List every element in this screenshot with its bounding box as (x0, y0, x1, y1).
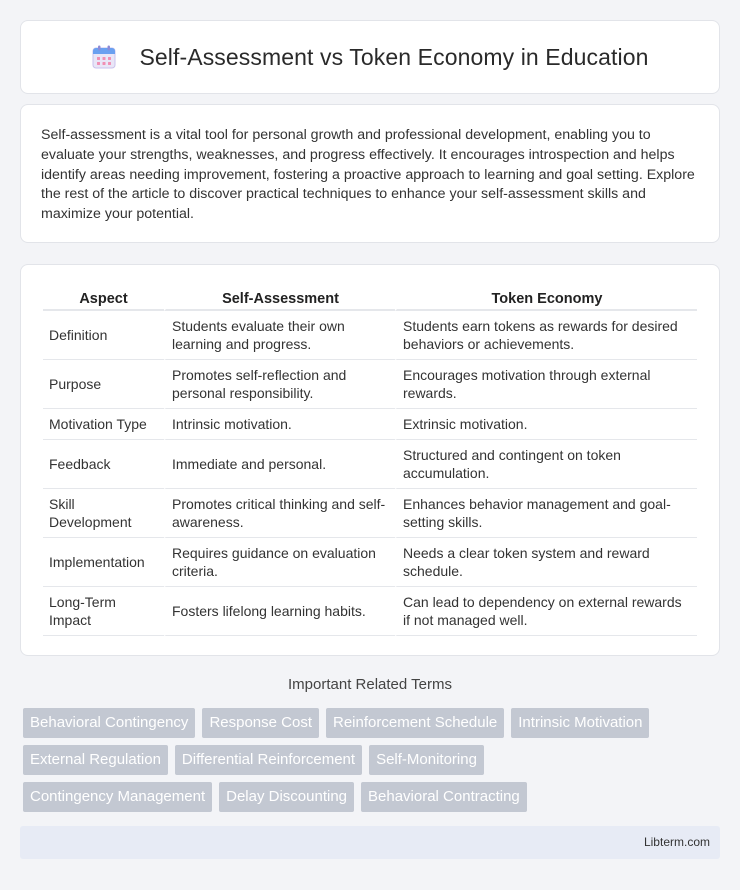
comparison-table-card (20, 264, 720, 656)
tag-response-cost[interactable]: Response Cost (202, 708, 319, 738)
cell-aspect: Skill Development (43, 489, 164, 538)
cell-self-assessment: Intrinsic motivation. (164, 409, 395, 440)
cell-token-economy: Extrinsic motivation. (395, 409, 697, 440)
tag-differential-reinforcement[interactable]: Differential Reinforcement (175, 745, 362, 775)
header-aspect: Aspect (43, 285, 164, 311)
cell-token-economy: Students earn tokens as rewards for desired behaviors or achievements. (395, 311, 697, 360)
cell-token-economy: Structured and contingent on token accumulation. (395, 440, 697, 489)
intro-card (20, 104, 720, 243)
tag-delay-discounting[interactable]: Delay Discounting (219, 782, 354, 812)
cell-token-economy: Needs a clear token system and reward schedule. (395, 538, 697, 587)
tag-row (23, 708, 723, 738)
footer-site-link[interactable]: Libterm.com (643, 835, 710, 849)
cell-aspect: Definition (43, 311, 164, 360)
cell-self-assessment: Requires guidance on evaluation criteria. (164, 538, 395, 587)
tag-external-regulation[interactable]: External Regulation (23, 745, 168, 775)
tag-behavioral-contingency[interactable]: Behavioral Contingency (23, 708, 195, 738)
table-header-row (43, 285, 697, 311)
tag-row (23, 745, 723, 775)
table-row (43, 538, 697, 587)
calendar-icon (91, 44, 117, 70)
table-row (43, 489, 697, 538)
table-row (43, 360, 697, 409)
cell-token-economy: Can lead to dependency on external rewards if not managed well. (395, 587, 697, 636)
header-self-assessment: Self-Assessment (164, 285, 395, 311)
tag-row (23, 782, 723, 812)
cell-aspect: Implementation (43, 538, 164, 587)
page-title: Self-Assessment vs Token Economy in Education (139, 43, 649, 70)
cell-self-assessment: Immediate and personal. (164, 440, 395, 489)
tag-contingency-management[interactable]: Contingency Management (23, 782, 212, 812)
table-row (43, 311, 697, 360)
tag-behavioral-contracting[interactable]: Behavioral Contracting (361, 782, 527, 812)
tag-intrinsic-motivation[interactable]: Intrinsic Motivation (511, 708, 649, 738)
related-terms-tags (23, 708, 723, 819)
footer (20, 826, 720, 859)
cell-aspect: Purpose (43, 360, 164, 409)
table-row (43, 440, 697, 489)
cell-self-assessment: Promotes critical thinking and self-awareness. (164, 489, 395, 538)
comparison-table (43, 285, 697, 636)
header-token-economy: Token Economy (395, 285, 697, 311)
cell-self-assessment: Students evaluate their own learning and progress. (164, 311, 395, 360)
table-row (43, 587, 697, 636)
cell-aspect: Feedback (43, 440, 164, 489)
title-card (20, 20, 720, 94)
cell-self-assessment: Fosters lifelong learning habits. (164, 587, 395, 636)
tag-self-monitoring[interactable]: Self-Monitoring (369, 745, 484, 775)
related-terms-title: Important Related Terms (288, 676, 452, 693)
cell-self-assessment: Promotes self-reflection and personal responsibility. (164, 360, 395, 409)
cell-token-economy: Encourages motivation through external rewards. (395, 360, 697, 409)
table-row (43, 409, 697, 440)
intro-text: Self-assessment is a vital tool for personal growth and professional development, enabling you to evaluate your strengths, weaknesses, and progress effectively. It encourages introspection and helps identify areas needing improvement, fostering a proactive approach to learning and goal setting. Explore the rest of the article to discover practical techniques to enhance your self-assessment skills and maximize your potential. (41, 127, 695, 223)
cell-token-economy: Enhances behavior management and goal-setting skills. (395, 489, 697, 538)
cell-aspect: Motivation Type (43, 409, 164, 440)
tag-reinforcement-schedule[interactable]: Reinforcement Schedule (326, 708, 504, 738)
cell-aspect: Long-Term Impact (43, 587, 164, 636)
